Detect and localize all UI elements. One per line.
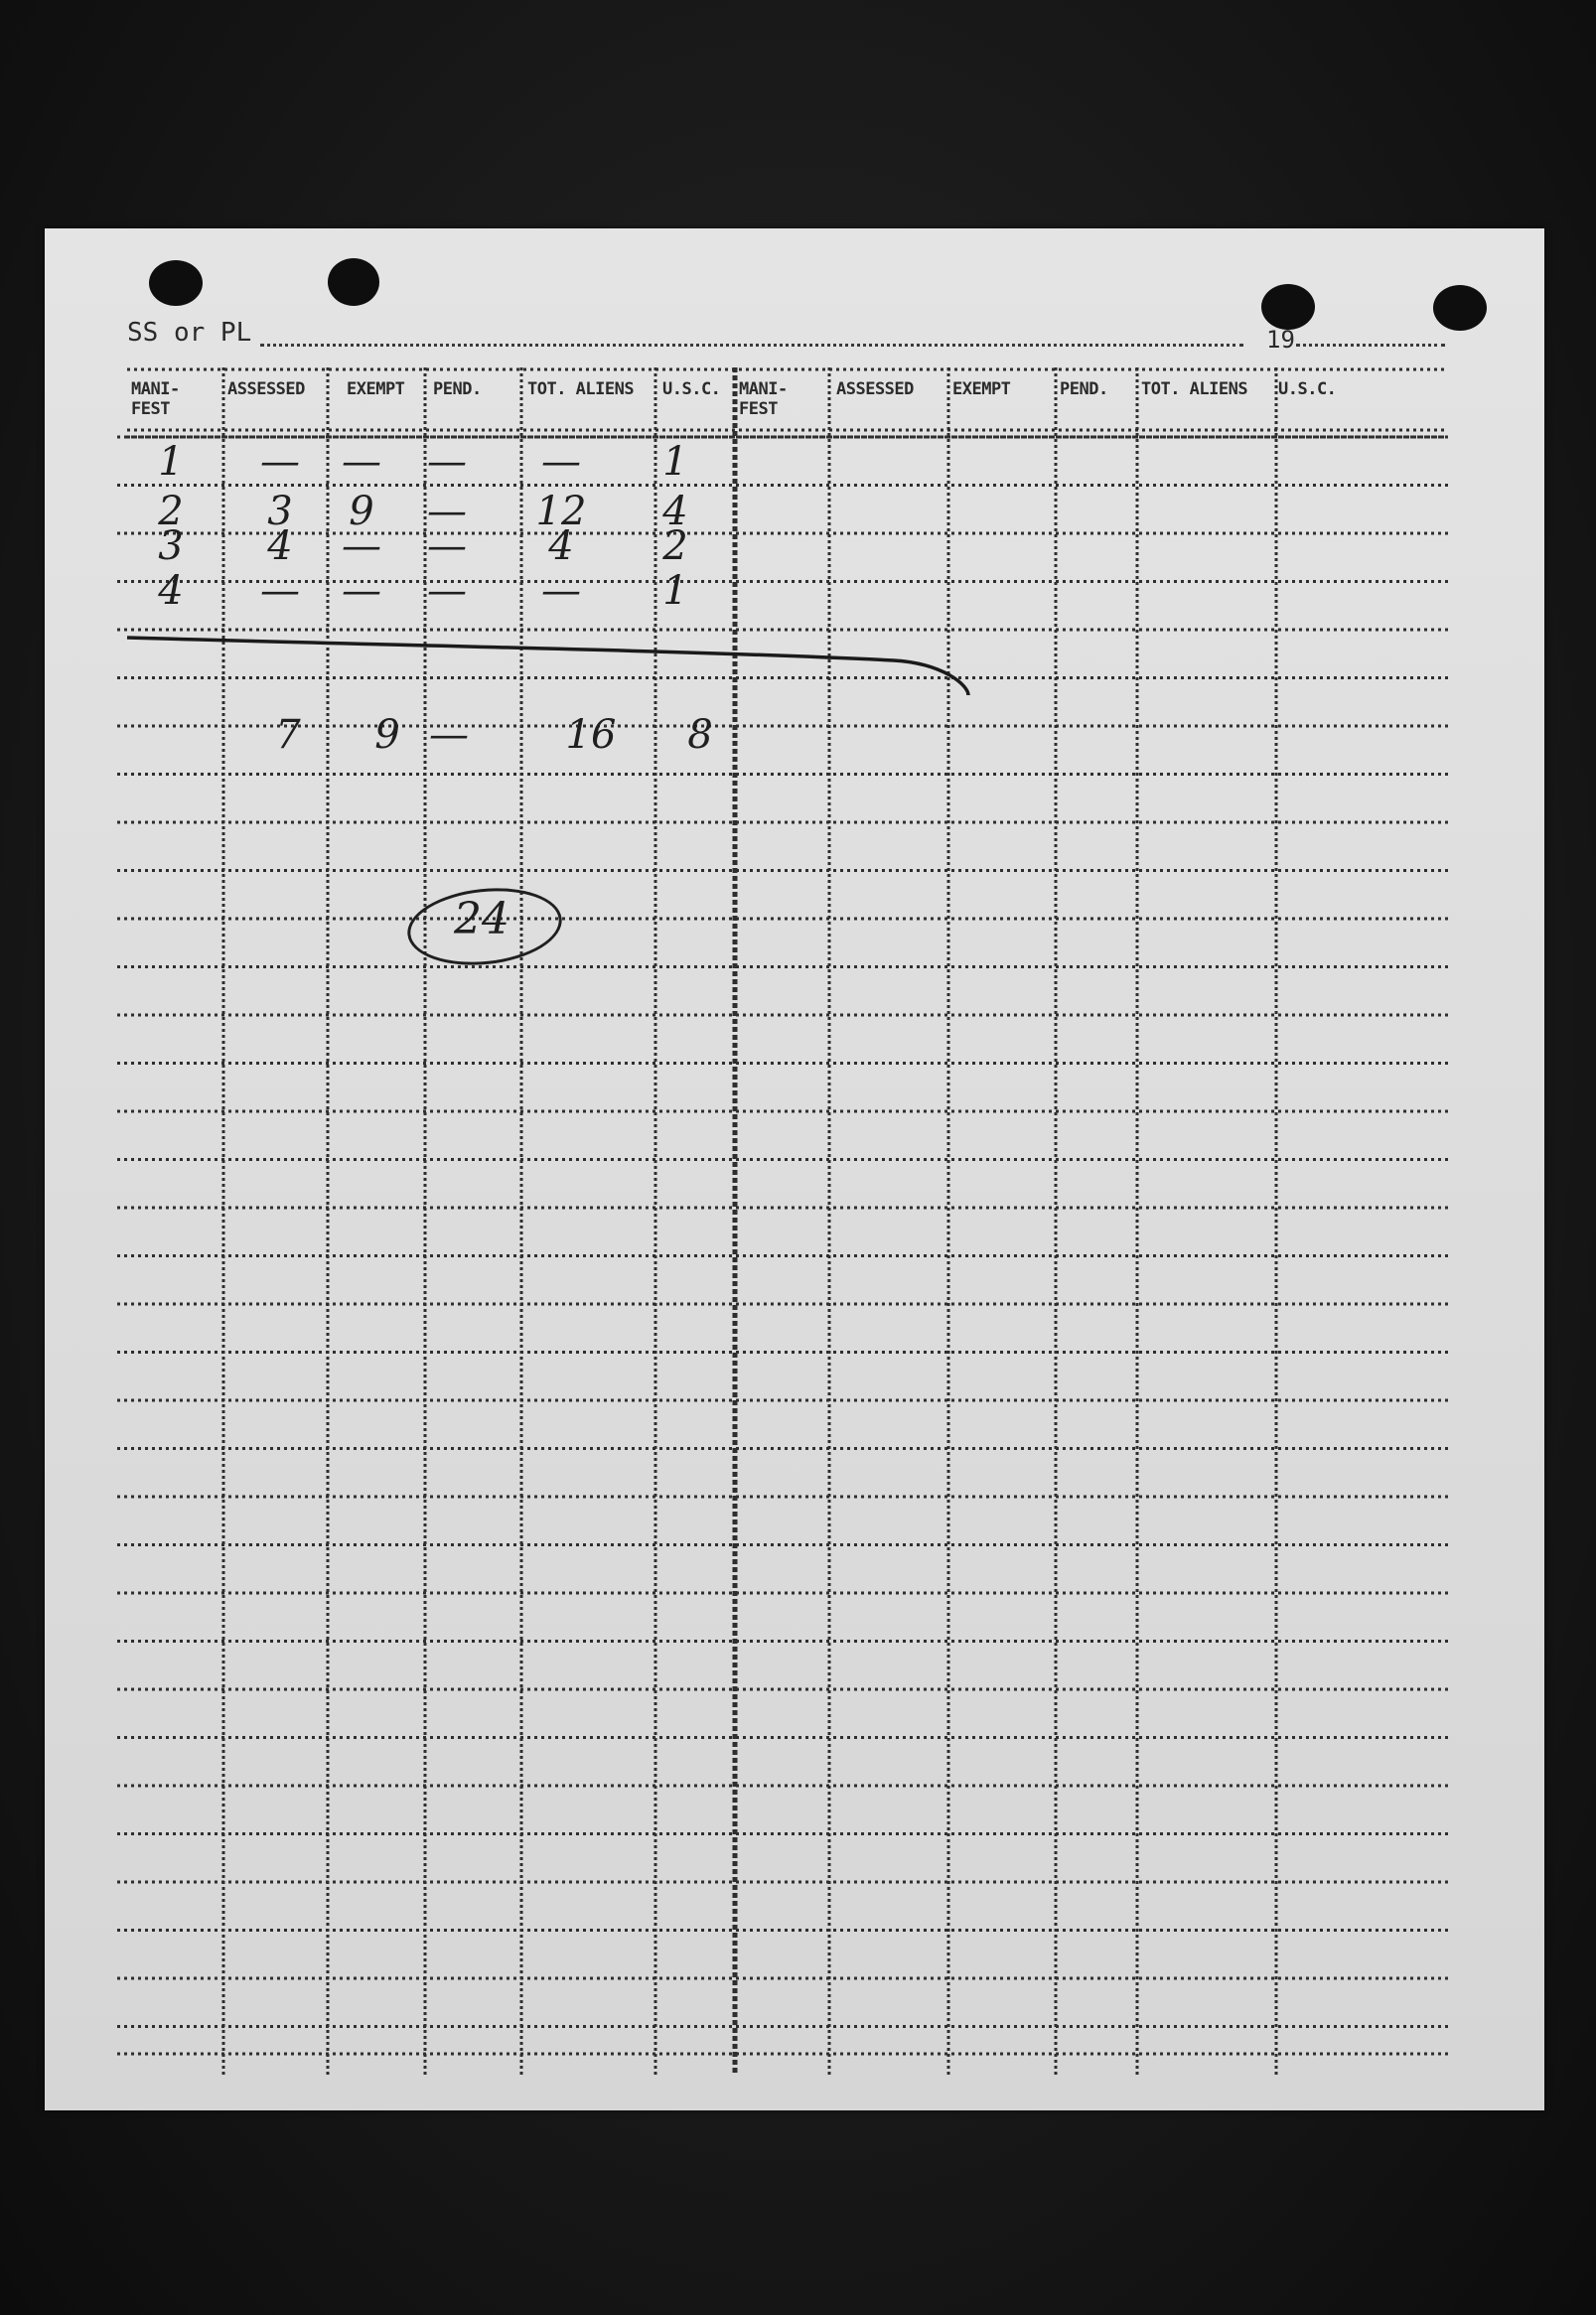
- entry-row4-usc: 1: [662, 568, 688, 614]
- right-header-exempt: EXEMPT: [952, 379, 1011, 399]
- total-usc: 8: [687, 712, 713, 758]
- right-header-tot_aliens: TOT. ALIENS: [1141, 379, 1248, 399]
- total-pend: —: [429, 712, 469, 758]
- right-header-assessed: ASSESSED: [836, 379, 914, 399]
- entry-row3-manifest: 3: [158, 523, 184, 569]
- entry-row1-usc: 1: [662, 439, 688, 485]
- entry-row2-usc: 4: [662, 489, 688, 534]
- entry-row3-assessed: 4: [267, 523, 293, 569]
- entry-row2-assessed: 3: [267, 489, 293, 534]
- entry-row1-pend: —: [427, 439, 467, 485]
- entry-row2-pend: —: [427, 489, 467, 534]
- left-header-exempt: EXEMPT: [347, 379, 405, 399]
- left-header-manifest: MANI-: [131, 379, 180, 399]
- grand-total: 24: [454, 894, 509, 944]
- total-assessed: 7: [275, 712, 301, 758]
- total-tot-aliens: 16: [565, 712, 617, 758]
- left-header-assessed: ASSESSED: [227, 379, 305, 399]
- right-header-manifest-line2: FEST: [739, 399, 778, 419]
- entry-row3-usc: 2: [662, 523, 688, 569]
- right-header-manifest: MANI-: [739, 379, 788, 399]
- entry-row4-manifest: 4: [158, 568, 184, 614]
- year-label: 19: [1266, 326, 1295, 354]
- ss-or-pl-label: SS or PL: [127, 318, 252, 348]
- entry-row4-tot-aliens: —: [541, 568, 581, 614]
- left-header-manifest-line2: FEST: [131, 399, 170, 419]
- entry-row4-pend: —: [427, 568, 467, 614]
- total-exempt: 9: [374, 712, 400, 758]
- entry-row3-exempt: —: [342, 523, 381, 569]
- left-header-tot_aliens: TOT. ALIENS: [527, 379, 635, 399]
- entry-row2-manifest: 2: [158, 489, 184, 534]
- entry-row1-tot-aliens: —: [541, 439, 581, 485]
- handwritten-separator-line: [127, 638, 968, 695]
- entry-row1-exempt: —: [342, 439, 381, 485]
- right-header-pend: PEND.: [1060, 379, 1108, 399]
- left-header-usc: U.S.C.: [662, 379, 721, 399]
- entry-row3-tot-aliens: 4: [548, 523, 574, 569]
- entry-row1-assessed: —: [260, 439, 300, 485]
- entry-row2-tot-aliens: 12: [535, 489, 587, 534]
- entry-row3-pend: —: [427, 523, 467, 569]
- right-header-usc: U.S.C.: [1278, 379, 1337, 399]
- entry-row4-assessed: —: [260, 568, 300, 614]
- entry-row1-manifest: 1: [158, 439, 184, 485]
- entry-row4-exempt: —: [342, 568, 381, 614]
- entry-row2-exempt: 9: [349, 489, 374, 534]
- left-header-pend: PEND.: [433, 379, 482, 399]
